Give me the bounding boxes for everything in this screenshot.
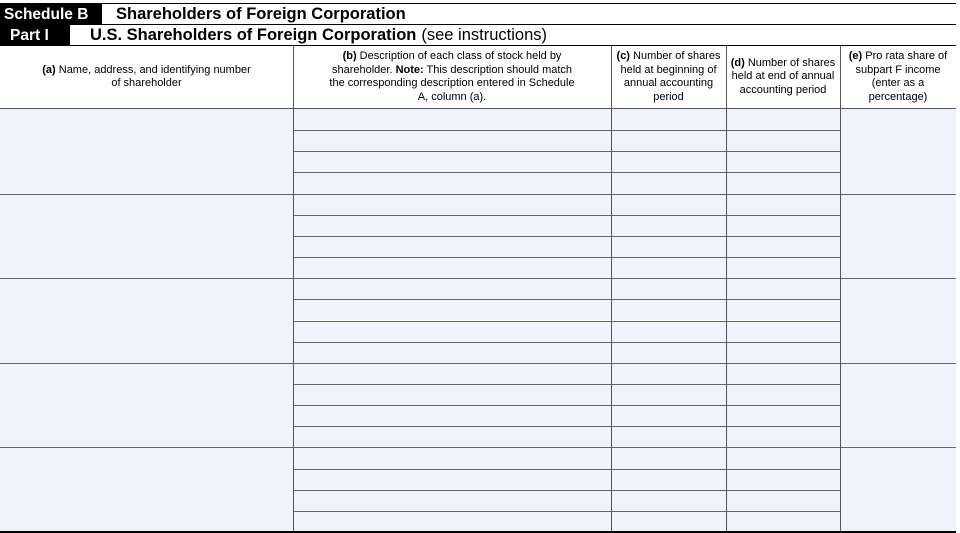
stock-class-description-field[interactable] xyxy=(294,257,611,278)
part-subtitle: (see instructions) xyxy=(421,26,547,44)
column-divider xyxy=(726,46,727,533)
pro-rata-share-field[interactable] xyxy=(841,363,956,448)
shares-begin-field[interactable] xyxy=(612,384,726,405)
shares-end-field[interactable] xyxy=(727,342,840,363)
shares-end-field[interactable] xyxy=(727,130,840,151)
shares-begin-field[interactable] xyxy=(612,278,726,299)
column-letter: (a) xyxy=(42,63,56,76)
pro-rata-share-field[interactable] xyxy=(841,109,956,194)
part-badge: Part I xyxy=(0,25,70,46)
shares-begin-field[interactable] xyxy=(612,511,726,532)
row-divider xyxy=(293,342,840,343)
shares-begin-field[interactable] xyxy=(612,151,726,172)
shares-end-field[interactable] xyxy=(727,511,840,532)
group-divider xyxy=(0,278,956,279)
column-letter: (d) xyxy=(730,56,745,69)
stock-class-description-field[interactable] xyxy=(294,511,611,532)
schedule-header xyxy=(0,3,956,25)
shares-end-field[interactable] xyxy=(727,172,840,193)
row-divider xyxy=(293,384,840,385)
shares-begin-field[interactable] xyxy=(612,469,726,490)
pro-rata-share-field[interactable] xyxy=(841,447,956,532)
pro-rata-share-field[interactable] xyxy=(841,278,956,363)
row-divider xyxy=(293,490,840,491)
shares-end-field[interactable] xyxy=(727,405,840,426)
col-a-header: (a) Name, address, and identifying number of shareholder xyxy=(0,46,293,109)
column-divider xyxy=(611,46,612,533)
shares-begin-field[interactable] xyxy=(612,172,726,193)
shares-begin-field[interactable] xyxy=(612,299,726,320)
shares-end-field[interactable] xyxy=(727,299,840,320)
group-divider xyxy=(0,447,956,448)
shares-end-field[interactable] xyxy=(727,490,840,511)
shares-end-field[interactable] xyxy=(727,215,840,236)
col-d-header: (d) Number of shares held at end of annual accounting period xyxy=(726,46,840,109)
row-divider xyxy=(293,257,840,258)
row-divider xyxy=(293,426,840,427)
note-label: Note: xyxy=(395,63,424,76)
shares-begin-field[interactable] xyxy=(612,405,726,426)
column-letter: (b) xyxy=(342,50,357,62)
shares-end-field[interactable] xyxy=(727,426,840,447)
stock-class-description-field[interactable] xyxy=(294,363,611,384)
shares-end-field[interactable] xyxy=(727,236,840,257)
row-divider xyxy=(293,405,840,406)
stock-class-description-field[interactable] xyxy=(294,405,611,426)
stock-class-description-field[interactable] xyxy=(294,130,611,151)
row-divider xyxy=(293,299,840,300)
stock-class-description-field[interactable] xyxy=(294,299,611,320)
shares-end-field[interactable] xyxy=(727,321,840,342)
row-divider xyxy=(293,469,840,470)
column-divider xyxy=(840,46,841,533)
stock-class-description-field[interactable] xyxy=(294,384,611,405)
shares-end-field[interactable] xyxy=(727,447,840,468)
row-divider xyxy=(293,215,840,216)
stock-class-description-field[interactable] xyxy=(294,194,611,215)
shares-end-field[interactable] xyxy=(727,469,840,490)
col-c-header: (c) Number of shares held at beginning of annual accounting period xyxy=(611,46,726,109)
column-divider xyxy=(293,46,294,533)
row-divider xyxy=(293,172,840,173)
part-header xyxy=(0,24,956,46)
shares-begin-field[interactable] xyxy=(612,130,726,151)
shares-begin-field[interactable] xyxy=(612,321,726,342)
shares-begin-field[interactable] xyxy=(612,426,726,447)
shares-begin-field[interactable] xyxy=(612,236,726,257)
stock-class-description-field[interactable] xyxy=(294,321,611,342)
stock-class-description-field[interactable] xyxy=(294,236,611,257)
pro-rata-share-field[interactable] xyxy=(841,194,956,279)
part-title: U.S. Shareholders of Foreign Corporation xyxy=(90,26,417,44)
shareholder-name-field[interactable] xyxy=(0,447,293,532)
stock-class-description-field[interactable] xyxy=(294,172,611,193)
row-divider xyxy=(293,236,840,237)
stock-class-description-field[interactable] xyxy=(294,109,611,130)
shares-begin-field[interactable] xyxy=(612,194,726,215)
shares-end-field[interactable] xyxy=(727,384,840,405)
col-e-header: (e) Pro rata share of subpart F income (enter as a percentage) xyxy=(840,46,956,109)
shares-end-field[interactable] xyxy=(727,257,840,278)
schedule-title: Shareholders of Foreign Corporation xyxy=(116,5,406,23)
shareholder-name-field[interactable] xyxy=(0,363,293,448)
shares-begin-field[interactable] xyxy=(612,490,726,511)
stock-class-description-field[interactable] xyxy=(294,278,611,299)
column-letter: (c) xyxy=(616,50,630,62)
group-divider xyxy=(0,194,956,195)
shares-end-field[interactable] xyxy=(727,363,840,384)
row-divider xyxy=(293,511,840,512)
shares-end-field[interactable] xyxy=(727,151,840,172)
stock-class-description-field[interactable] xyxy=(294,469,611,490)
schedule-badge: Schedule B xyxy=(0,4,102,25)
shares-begin-field[interactable] xyxy=(612,109,726,130)
shareholder-name-field[interactable] xyxy=(0,278,293,363)
shares-end-field[interactable] xyxy=(727,194,840,215)
column-letter: (e) xyxy=(848,50,863,62)
shares-begin-field[interactable] xyxy=(612,215,726,236)
shareholders-table xyxy=(0,45,956,103)
stock-class-description-field[interactable] xyxy=(294,426,611,447)
row-divider xyxy=(293,321,840,322)
shares-end-field[interactable] xyxy=(727,109,840,130)
stock-class-description-field[interactable] xyxy=(294,151,611,172)
group-divider xyxy=(0,363,956,364)
stock-class-description-field[interactable] xyxy=(294,215,611,236)
stock-class-description-field[interactable] xyxy=(294,447,611,468)
row-divider xyxy=(293,151,840,152)
shareholder-name-field[interactable] xyxy=(0,109,293,194)
shares-begin-field[interactable] xyxy=(612,257,726,278)
shares-begin-field[interactable] xyxy=(612,363,726,384)
shares-begin-field[interactable] xyxy=(612,342,726,363)
shareholder-name-field[interactable] xyxy=(0,194,293,279)
col-b-header: (b) Description of each class of stock held by shareholder. Note: This description should match the corresponding description entered in Schedule A, column (a). xyxy=(293,46,611,109)
stock-class-description-field[interactable] xyxy=(294,342,611,363)
row-divider xyxy=(293,130,840,131)
stock-class-description-field[interactable] xyxy=(294,490,611,511)
shares-begin-field[interactable] xyxy=(612,447,726,468)
shares-end-field[interactable] xyxy=(727,278,840,299)
